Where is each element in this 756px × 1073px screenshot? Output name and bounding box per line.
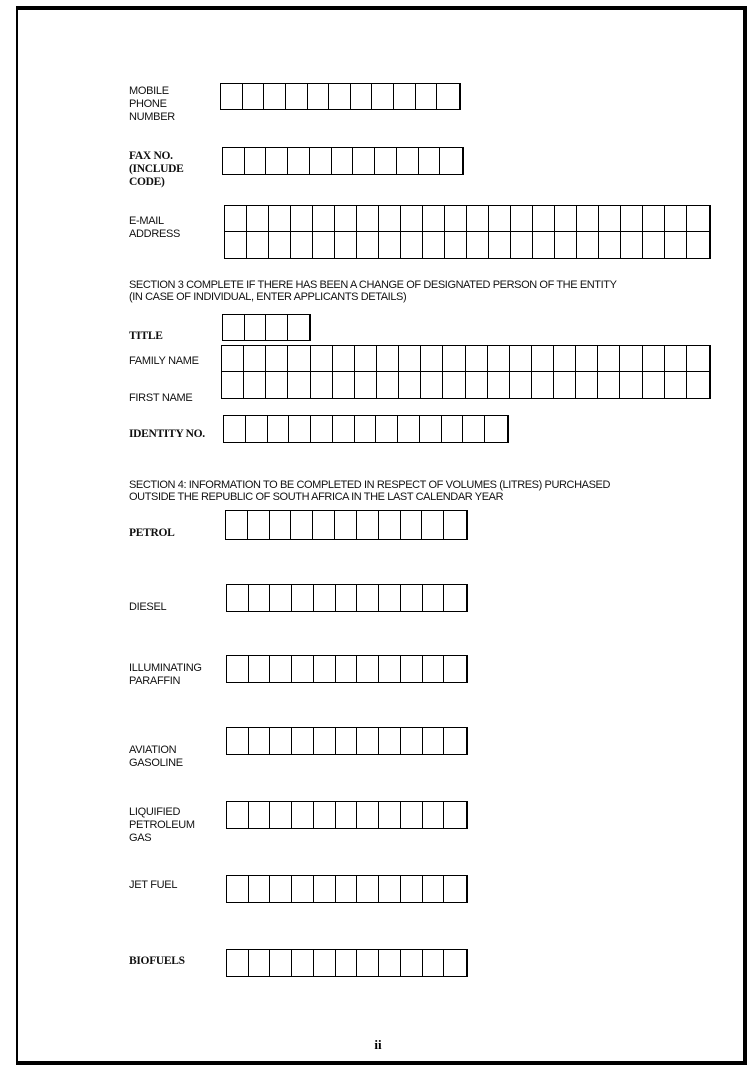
char-box[interactable]	[247, 206, 269, 232]
fax-number-input[interactable]	[222, 147, 464, 175]
char-box[interactable]	[227, 802, 249, 828]
char-box[interactable]	[687, 346, 709, 372]
char-box[interactable]	[332, 148, 354, 174]
char-box[interactable]	[379, 950, 401, 976]
char-box[interactable]	[270, 656, 292, 682]
char-box[interactable]	[227, 876, 249, 902]
char-box[interactable]	[269, 206, 291, 232]
char-box[interactable]	[599, 232, 621, 258]
char-box[interactable]	[620, 346, 642, 372]
char-box[interactable]	[288, 315, 310, 340]
char-box[interactable]	[355, 346, 377, 372]
char-box[interactable]	[222, 372, 244, 398]
char-box[interactable]	[423, 206, 445, 232]
char-box[interactable]	[286, 84, 308, 109]
title-label: TITLE	[129, 330, 163, 342]
char-box[interactable]	[599, 206, 621, 232]
char-box[interactable]	[401, 728, 423, 754]
char-box[interactable]	[249, 585, 271, 611]
char-box[interactable]	[245, 315, 267, 340]
char-box[interactable]	[226, 511, 248, 539]
char-box[interactable]	[379, 206, 401, 232]
char-box[interactable]	[314, 802, 336, 828]
char-box[interactable]	[598, 346, 620, 372]
char-box[interactable]	[336, 802, 358, 828]
char-box[interactable]	[227, 950, 249, 976]
char-box[interactable]	[223, 148, 245, 174]
char-box[interactable]	[401, 206, 423, 232]
char-box[interactable]	[353, 148, 375, 174]
char-box[interactable]	[244, 346, 266, 372]
char-box[interactable]	[329, 84, 351, 109]
char-box[interactable]	[357, 728, 379, 754]
char-box[interactable]	[444, 656, 466, 682]
char-box[interactable]	[419, 148, 441, 174]
char-box[interactable]	[440, 148, 462, 174]
illuminating-paraffin-label: ILLUMINATING PARAFFIN	[129, 662, 202, 687]
char-box[interactable]	[401, 511, 423, 539]
lpg-label: LIQUIFIED PETROLEUM GAS	[129, 806, 195, 844]
mobile-label: MOBILE PHONE NUMBER	[129, 85, 175, 123]
char-box[interactable]	[246, 416, 268, 442]
char-box[interactable]	[442, 416, 464, 442]
char-box[interactable]	[379, 656, 401, 682]
char-box[interactable]	[291, 511, 313, 539]
char-box[interactable]	[357, 950, 379, 976]
char-box[interactable]	[621, 232, 643, 258]
jet-fuel-volume-input[interactable]	[226, 875, 468, 903]
title-input[interactable]	[222, 314, 311, 341]
char-box[interactable]	[401, 585, 423, 611]
char-box[interactable]	[357, 232, 379, 258]
char-box[interactable]	[397, 148, 419, 174]
char-box[interactable]	[489, 206, 511, 232]
char-box[interactable]	[310, 148, 332, 174]
char-box[interactable]	[264, 84, 286, 109]
char-box[interactable]	[445, 232, 467, 258]
char-box[interactable]	[357, 876, 379, 902]
char-box[interactable]	[532, 372, 554, 398]
char-box[interactable]	[311, 416, 333, 442]
char-box[interactable]	[269, 232, 291, 258]
char-box[interactable]	[398, 416, 420, 442]
char-box[interactable]	[249, 802, 271, 828]
char-box[interactable]	[249, 950, 271, 976]
illuminating-paraffin-volume-input[interactable]	[226, 655, 468, 683]
char-box[interactable]	[598, 372, 620, 398]
char-box[interactable]	[423, 876, 445, 902]
char-box[interactable]	[577, 232, 599, 258]
char-box[interactable]	[379, 585, 401, 611]
char-box[interactable]	[379, 232, 401, 258]
char-box[interactable]	[466, 346, 488, 372]
char-box[interactable]	[266, 346, 288, 372]
char-box[interactable]	[444, 511, 466, 539]
char-box[interactable]	[245, 148, 267, 174]
char-box[interactable]	[266, 372, 288, 398]
char-box[interactable]	[510, 372, 532, 398]
char-box[interactable]	[466, 372, 488, 398]
section-4-heading: SECTION 4: INFORMATION TO BE COMPLETED IN RESPECT OF VOLUMES (LITRES) PURCHASED OUTSIDE THE REPUBLIC OF SOUTH AFRICA IN THE LAST CALENDAR YEAR	[129, 479, 610, 503]
char-box[interactable]	[444, 585, 466, 611]
char-box[interactable]	[333, 346, 355, 372]
char-box[interactable]	[394, 84, 416, 109]
char-box[interactable]	[292, 656, 314, 682]
char-box[interactable]	[247, 232, 269, 258]
char-box[interactable]	[268, 416, 290, 442]
char-box[interactable]	[554, 372, 576, 398]
char-box[interactable]	[336, 950, 358, 976]
char-box[interactable]	[223, 315, 245, 340]
char-box[interactable]	[401, 232, 423, 258]
char-box[interactable]	[423, 585, 445, 611]
lpg-volume-input[interactable]	[226, 801, 468, 829]
char-box[interactable]	[313, 232, 335, 258]
aviation-gasoline-label: AVIATION GASOLINE	[129, 744, 183, 769]
char-box[interactable]	[665, 206, 687, 232]
biofuels-volume-input[interactable]	[226, 949, 468, 977]
char-box[interactable]	[357, 206, 379, 232]
char-box[interactable]	[687, 372, 709, 398]
identity-number-input[interactable]	[223, 415, 509, 443]
char-box[interactable]	[292, 585, 314, 611]
char-box[interactable]	[292, 728, 314, 754]
char-box[interactable]	[270, 585, 292, 611]
char-box[interactable]	[379, 876, 401, 902]
char-box[interactable]	[399, 372, 421, 398]
first-name-label: FIRST NAME	[129, 392, 193, 404]
page-number: ii	[374, 1037, 382, 1052]
char-box[interactable]	[379, 802, 401, 828]
char-box[interactable]	[313, 206, 335, 232]
biofuels-label: BIOFUELS	[129, 955, 185, 967]
email-label: E-MAIL ADDRESS	[129, 215, 181, 240]
char-box[interactable]	[687, 232, 709, 258]
aviation-gasoline-volume-input[interactable]	[226, 727, 468, 755]
char-box[interactable]	[335, 206, 357, 232]
char-box[interactable]	[314, 656, 336, 682]
char-box[interactable]	[620, 372, 642, 398]
mobile-number-input[interactable]	[220, 83, 461, 110]
email-address-input[interactable]	[224, 205, 711, 259]
char-box[interactable]	[437, 84, 459, 109]
char-box[interactable]	[422, 511, 444, 539]
char-box[interactable]	[270, 728, 292, 754]
char-box[interactable]	[311, 372, 333, 398]
char-box[interactable]	[643, 232, 665, 258]
diesel-volume-input[interactable]	[226, 584, 468, 612]
char-box[interactable]	[399, 346, 421, 372]
char-box[interactable]	[401, 802, 423, 828]
char-box[interactable]	[576, 346, 598, 372]
char-box[interactable]	[357, 802, 379, 828]
char-box[interactable]	[227, 656, 249, 682]
char-box[interactable]	[377, 372, 399, 398]
char-box[interactable]	[510, 346, 532, 372]
char-box[interactable]	[249, 656, 271, 682]
char-box[interactable]	[444, 802, 466, 828]
char-box[interactable]	[421, 346, 443, 372]
char-box[interactable]	[488, 372, 510, 398]
char-box[interactable]	[336, 728, 358, 754]
char-box[interactable]	[485, 416, 507, 442]
char-box[interactable]	[444, 728, 466, 754]
char-box[interactable]	[375, 148, 397, 174]
char-box[interactable]	[533, 206, 555, 232]
char-box[interactable]	[313, 511, 335, 539]
char-box[interactable]	[376, 416, 398, 442]
char-box[interactable]	[423, 950, 445, 976]
char-box[interactable]	[423, 232, 445, 258]
char-box[interactable]	[291, 232, 313, 258]
identity-label: IDENTITY NO.	[129, 428, 205, 440]
char-box[interactable]	[270, 802, 292, 828]
char-box[interactable]	[227, 585, 249, 611]
char-box[interactable]	[266, 148, 288, 174]
char-box[interactable]	[314, 585, 336, 611]
char-box[interactable]	[227, 728, 249, 754]
char-box[interactable]	[270, 876, 292, 902]
char-box[interactable]	[511, 232, 533, 258]
char-box[interactable]	[423, 656, 445, 682]
char-box[interactable]	[288, 372, 310, 398]
char-box[interactable]	[643, 346, 665, 372]
char-box[interactable]	[533, 232, 555, 258]
char-box[interactable]	[288, 148, 310, 174]
char-box[interactable]	[222, 346, 244, 372]
char-box[interactable]	[401, 950, 423, 976]
char-box[interactable]	[335, 232, 357, 258]
char-box[interactable]	[292, 802, 314, 828]
char-box[interactable]	[443, 346, 465, 372]
char-box[interactable]	[357, 585, 379, 611]
char-box[interactable]	[357, 511, 379, 539]
char-box[interactable]	[333, 416, 355, 442]
char-box[interactable]	[357, 656, 379, 682]
char-box[interactable]	[336, 585, 358, 611]
char-box[interactable]	[554, 346, 576, 372]
char-box[interactable]	[270, 511, 292, 539]
char-box[interactable]	[314, 950, 336, 976]
char-box[interactable]	[488, 346, 510, 372]
section-3-heading: SECTION 3 COMPLETE IF THERE HAS BEEN A CHANGE OF DESIGNATED PERSON OF THE ENTITY (IN CASE OF INDIVIDUAL, ENTER APPLICANTS DETAILS)	[129, 279, 617, 303]
char-box[interactable]	[421, 372, 443, 398]
char-box[interactable]	[270, 950, 292, 976]
char-box[interactable]	[351, 84, 373, 109]
diesel-label: DIESEL	[129, 601, 167, 613]
char-box[interactable]	[249, 728, 271, 754]
char-box[interactable]	[401, 876, 423, 902]
char-box[interactable]	[266, 315, 288, 340]
char-box[interactable]	[291, 206, 313, 232]
name-input[interactable]	[221, 345, 711, 399]
char-box[interactable]	[687, 206, 709, 232]
char-box[interactable]	[248, 511, 270, 539]
char-box[interactable]	[292, 876, 314, 902]
char-box[interactable]	[292, 950, 314, 976]
char-box[interactable]	[576, 372, 598, 398]
char-box[interactable]	[444, 950, 466, 976]
char-box[interactable]	[379, 511, 401, 539]
char-box[interactable]	[467, 206, 489, 232]
char-box[interactable]	[420, 416, 442, 442]
jet-fuel-label: JET FUEL	[129, 879, 178, 891]
char-box[interactable]	[289, 416, 311, 442]
char-box[interactable]	[377, 346, 399, 372]
char-box[interactable]	[314, 876, 336, 902]
char-box[interactable]	[643, 206, 665, 232]
char-box[interactable]	[555, 206, 577, 232]
char-box[interactable]	[225, 232, 247, 258]
fax-label: FAX NO. (INCLUDE CODE)	[129, 150, 184, 188]
char-box[interactable]	[489, 232, 511, 258]
char-box[interactable]	[467, 232, 489, 258]
char-box[interactable]	[423, 728, 445, 754]
char-box[interactable]	[221, 84, 243, 109]
char-box[interactable]	[336, 876, 358, 902]
char-box[interactable]	[336, 656, 358, 682]
petrol-label: PETROL	[129, 527, 175, 539]
char-box[interactable]	[401, 656, 423, 682]
char-box[interactable]	[445, 206, 467, 232]
char-box[interactable]	[511, 206, 533, 232]
char-box[interactable]	[244, 372, 266, 398]
char-box[interactable]	[333, 372, 355, 398]
char-box[interactable]	[224, 416, 246, 442]
char-box[interactable]	[355, 372, 377, 398]
char-box[interactable]	[225, 206, 247, 232]
char-box[interactable]	[555, 232, 577, 258]
char-box[interactable]	[621, 206, 643, 232]
char-box[interactable]	[665, 372, 687, 398]
char-box[interactable]	[444, 876, 466, 902]
char-box[interactable]	[463, 416, 485, 442]
char-box[interactable]	[311, 346, 333, 372]
char-box[interactable]	[288, 346, 310, 372]
char-box[interactable]	[355, 416, 377, 442]
char-box[interactable]	[443, 372, 465, 398]
petrol-volume-input[interactable]	[225, 510, 468, 540]
char-box[interactable]	[379, 728, 401, 754]
char-box[interactable]	[643, 372, 665, 398]
char-box[interactable]	[665, 232, 687, 258]
char-box[interactable]	[335, 511, 357, 539]
char-box[interactable]	[532, 346, 554, 372]
char-box[interactable]	[249, 876, 271, 902]
char-box[interactable]	[308, 84, 330, 109]
char-box[interactable]	[314, 728, 336, 754]
char-box[interactable]	[416, 84, 438, 109]
char-box[interactable]	[665, 346, 687, 372]
char-box[interactable]	[372, 84, 394, 109]
char-box[interactable]	[243, 84, 265, 109]
char-box[interactable]	[423, 802, 445, 828]
char-box[interactable]	[577, 206, 599, 232]
family-name-label: FAMILY NAME	[129, 355, 199, 367]
